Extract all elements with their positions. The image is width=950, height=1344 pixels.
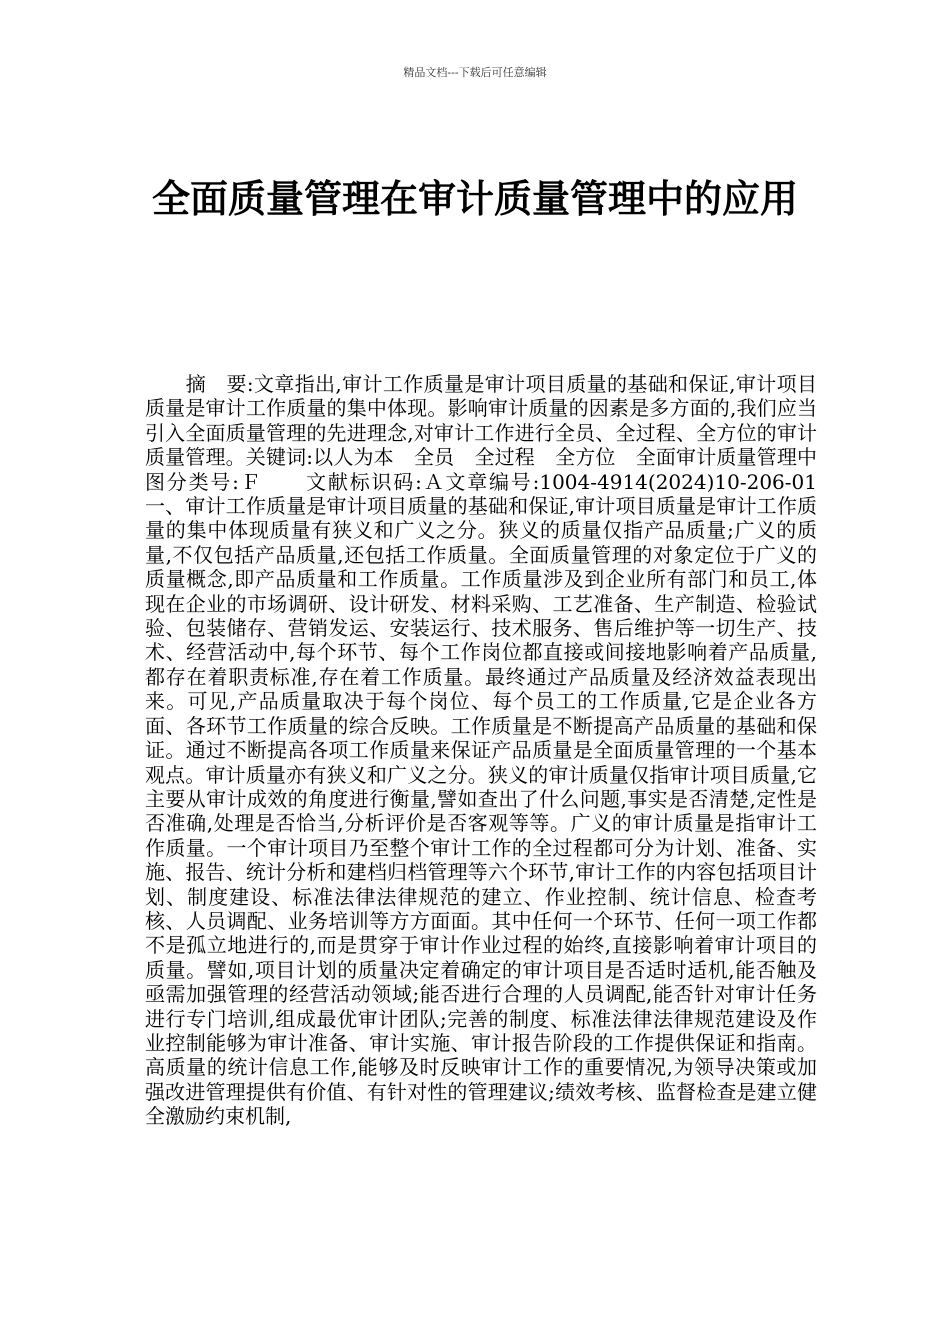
paragraph-text: 摘 要:文章指出,审计工作质量是审计项目质量的基础和保证,审计项目质量是审计工作质量的集中体现。影响审计质量的因素是多方面的,我们应当引入全面质量管理的先进理念,对审计工作进行全员、全过程、全方位的审计质量管理。关键词:以人为本 全员 全过程 全方位 全面审计质量管理中图分类号:Ｆ 文献标识码:Ａ文章编号:1004-4914(2024)10-206-01一、审计工作质量是审计项目质量的基础和保证,审计项目质量是审计工作质量的集中体现质量有狭义和广义之分。狭义的质量仅指产品质量;广义的质量,不仅包括产品质量,还包括工作质量。全面质量管理的对象定位于广义的质量概念,即产品质量和工作质量。工作质量涉及到企业所有部门和员工,体现在企业的市场调研、设计研发、材料采购、工艺准备、生产制造、检验试验、包装储存、营销发运、安装运行、技术服务、售后维护等一切生产、技术、经营活动中,每个环节、每个工作岗位都直接或间接地影响着产品质量,都存在着职责标准,存在着工作质量。最终通过产品质量及经济效益表现出来。可见,产品质量取决于每个岗位、每个员工的工作质量,它是企业各方面、各环节工作质量的综合反映。工作质量是不断提高产品质量的基础和保证。通过不断提高各项工作质量来保证产品质量是全面质量管理的一个基本观点。审计质量亦有狭义和广义之分。狭义的审计质量仅指审计项目质量,它主要从审计成效的角度进行衡量,譬如查出了什么问题,事实是否清楚,定性是否准确,处理是否恰当,分析评价是否客观等等。广义的审计质量是指审计工作质量。一个审计项目乃至整个审计工作的全过程都可分为计划、准备、实施、报告、统计分析和建档归档管理等六个环节,审计工作的内容包括项目计划、制度建设、标准法律法律规范的建立、作业控制、统计信息、检查考核、人员调配、业务培训等方方面面。其中任何一个环节、任何一项工作都不是孤立地进行的,而是贯穿于审计作业过程的始终,直接影响着审计项目的质量。譬如,项目计划的质量决定着确定的审计项目是否适时适机,能否触及亟需加强管理的经营活动领域;能否进行合理的人员调配,能否针对审计任务进行专门培训,组成最优审计团队;完善的制度、标准法律法律规范建设及作业控制能够为审计准备、审计实施、审计报告阶段的工作提供保证和指南。高质量的统计信息工作,能够及时反映审计工作的重要情况,为领导决策或加强改进管理提供有价值、有针对性的管理建议;绩效考核、监督检查是建立健全激励约束机制,: [145, 372, 817, 1129]
body-paragraph: [145, 372, 817, 1129]
document-title: 全面质量管理在审计质量管理中的应用: [151, 177, 798, 221]
page-header: 精品文档---下载后可任意编辑: [403, 66, 547, 79]
